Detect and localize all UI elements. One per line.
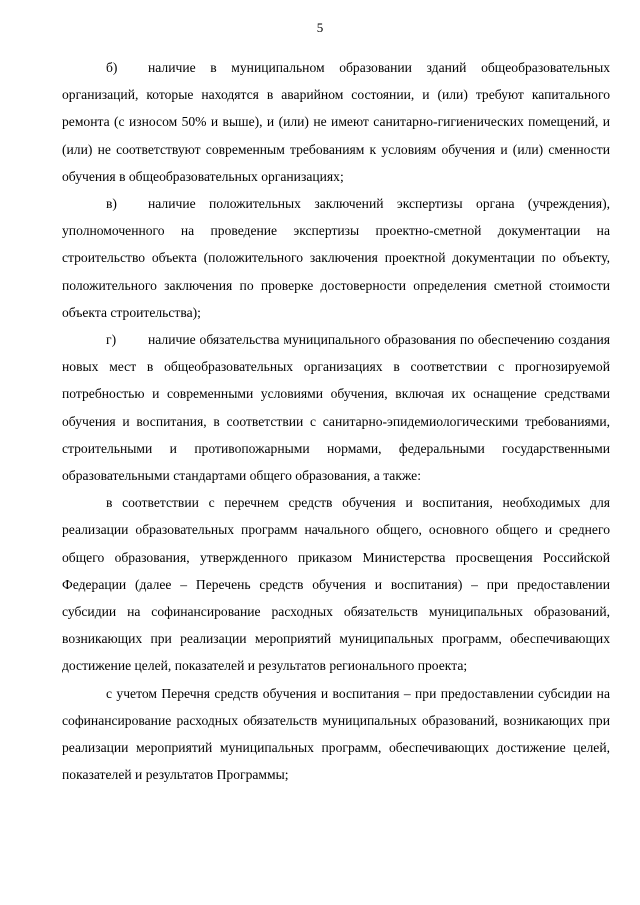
paragraph-text: наличие положительных заключений экспертизы органа (учреждения), уполномоченного на проведение экспертизы проектно-сметной документации на строительство объекта (положительного заключения проектной документации по объекту, положительного заключения по проверке достоверности определения сметной стоимости объекта строительства); bbox=[62, 196, 610, 320]
paragraph-g bbox=[62, 326, 610, 489]
paragraph-program-requirement bbox=[62, 680, 610, 789]
list-marker: г) bbox=[106, 332, 117, 348]
paragraph-text: с учетом Перечня средств обучения и воспитания – при предоставлении субсидии на софинансирование расходных обязательств муниципальных образований, возникающих при реализации мероприятий муниципальных программ, обеспечивающих достижение целей, показателей и результатов Программы; bbox=[62, 685, 610, 783]
document-body bbox=[62, 54, 610, 788]
paragraph-b bbox=[62, 54, 610, 190]
paragraph-list-requirement bbox=[62, 489, 610, 679]
paragraph-text: в соответствии с перечнем средств обучения и воспитания, необходимых для реализации образовательных программ начального общего, основного общего и среднего общего образования, утвержденного приказом Министерства просвещения Российской Федерации (далее – Перечень средств обучения и воспитания) – при предоставлении субсидии на софинансирование расходных обязательств муниципальных образований, возникающих при реализации мероприятий муниципальных программ, обеспечивающих достижение целей, показателей и результатов регионального проекта; bbox=[62, 495, 610, 674]
paragraph-text: наличие в муниципальном образовании зданий общеобразовательных организаций, которые находятся в аварийном состоянии, и (или) требуют капитального ремонта (с износом 50% и выше), и (или) не имеют санитарно-гигиенических помещений, и (или) не соответствуют современным требованиям к условиям обучения и (или) сменности обучения в общеобразовательных организациях; bbox=[62, 60, 610, 184]
paragraph-text: наличие обязательства муниципального образования по обеспечению создания новых мест в общеобразовательных организациях в соответствии с прогнозируемой потребностью и современными условиями обучения, включая их оснащение средствами обучения и воспитания, в соответствии с санитарно-эпидемиологическими требованиями, строительными и противопожарными нормами, федеральными государственными образовательными стандартами общего образования, а также: bbox=[62, 332, 610, 484]
list-marker: б) bbox=[106, 60, 118, 75]
page-number: 5 bbox=[316, 20, 324, 35]
paragraph-v bbox=[62, 190, 610, 326]
list-marker: в) bbox=[106, 196, 117, 212]
